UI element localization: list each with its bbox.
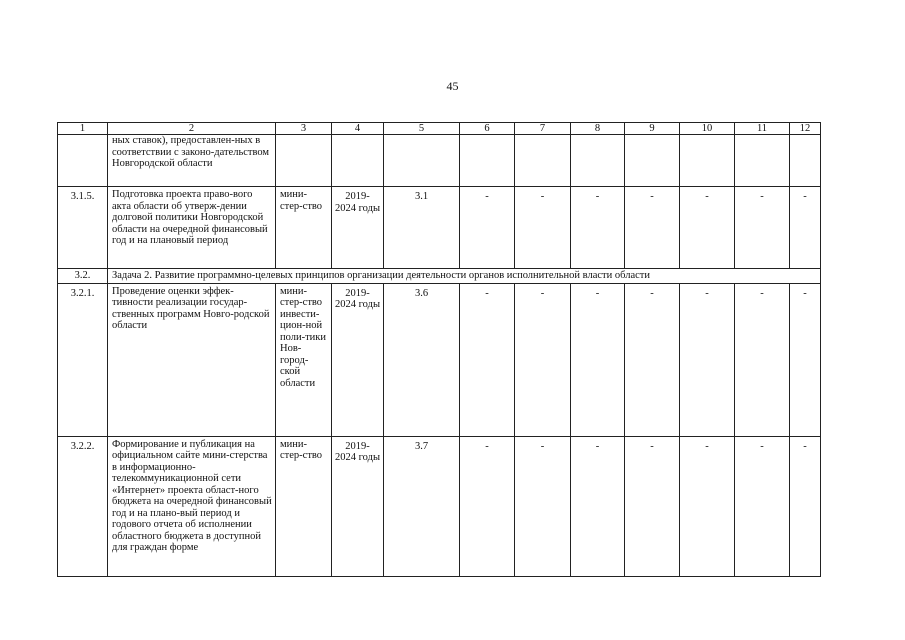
row-value: - (460, 283, 515, 436)
header-cell: 4 (332, 123, 384, 135)
row-value: - (625, 283, 680, 436)
row-executor (276, 135, 332, 187)
task-text: Задача 2. Развитие программно-целевых принципов организации деятельности органов исполнительной власти области (108, 269, 821, 284)
row-value: - (735, 187, 790, 269)
row-value: - (515, 187, 571, 269)
header-cell: 11 (735, 123, 790, 135)
header-cell: 10 (680, 123, 735, 135)
row-value (680, 135, 735, 187)
row-value (515, 135, 571, 187)
row-target: 3.7 (384, 436, 460, 576)
row-target: 3.1 (384, 187, 460, 269)
row-text: Подготовка проекта право-вого акта области об утверж-дении долговой политики Новгородской области на очередной финансовый год и на плановый период (108, 187, 276, 269)
task-number: 3.2. (58, 269, 108, 284)
row-number: 3.2.1. (58, 283, 108, 436)
row-number (58, 135, 108, 187)
header-cell: 2 (108, 123, 276, 135)
row-value (735, 135, 790, 187)
row-term: 2019-2024 годы (332, 436, 384, 576)
header-cell: 6 (460, 123, 515, 135)
page-number: 45 (446, 79, 459, 93)
row-value: - (571, 436, 625, 576)
row-value: - (790, 436, 821, 576)
table-row (58, 436, 821, 576)
row-value: - (790, 283, 821, 436)
table-row (58, 135, 821, 187)
row-text: Формирование и публикация на официальном сайте мини-стерства в информационно-телекоммуникационной сети «Интернет» проекта област-ного бюджета на очередной финансовый год и на плано-вый период и годового отчета об исполнении областного бюджета в доступной для граждан форме (108, 436, 276, 576)
row-term (332, 135, 384, 187)
row-number: 3.2.2. (58, 436, 108, 576)
row-value (460, 135, 515, 187)
header-cell: 5 (384, 123, 460, 135)
row-value: - (515, 283, 571, 436)
row-value: - (625, 436, 680, 576)
row-term: 2019-2024 годы (332, 187, 384, 269)
row-text: ных ставок), предоставлен-ных в соответствии с законо-дательством Новгородской области (108, 135, 276, 187)
row-value: - (680, 187, 735, 269)
row-value: - (680, 436, 735, 576)
header-cell: 12 (790, 123, 821, 135)
row-executor: мини-стер-ство (276, 436, 332, 576)
plan-table (57, 122, 821, 577)
row-text: Проведение оценки эффек-тивности реализации государ-ственных программ Новго-родской области (108, 283, 276, 436)
header-row (58, 123, 821, 135)
row-value (790, 135, 821, 187)
row-value: - (515, 436, 571, 576)
row-executor: мини-стер-ство (276, 187, 332, 269)
header-cell: 3 (276, 123, 332, 135)
table-row (58, 283, 821, 436)
row-executor: мини-стер-ство инвести-цион-ной поли-тики Нов-город-ской области (276, 283, 332, 436)
header-cell: 8 (571, 123, 625, 135)
task-row (58, 269, 821, 284)
row-value: - (680, 283, 735, 436)
row-value: - (571, 283, 625, 436)
table-row (58, 187, 821, 269)
row-value: - (735, 283, 790, 436)
row-value (625, 135, 680, 187)
row-value (571, 135, 625, 187)
row-target: 3.6 (384, 283, 460, 436)
row-value: - (735, 436, 790, 576)
row-number: 3.1.5. (58, 187, 108, 269)
row-value: - (625, 187, 680, 269)
header-cell: 7 (515, 123, 571, 135)
row-value: - (571, 187, 625, 269)
row-value: - (460, 187, 515, 269)
row-term: 2019-2024 годы (332, 283, 384, 436)
header-cell: 9 (625, 123, 680, 135)
row-value: - (790, 187, 821, 269)
header-cell: 1 (58, 123, 108, 135)
row-value: - (460, 436, 515, 576)
row-target (384, 135, 460, 187)
